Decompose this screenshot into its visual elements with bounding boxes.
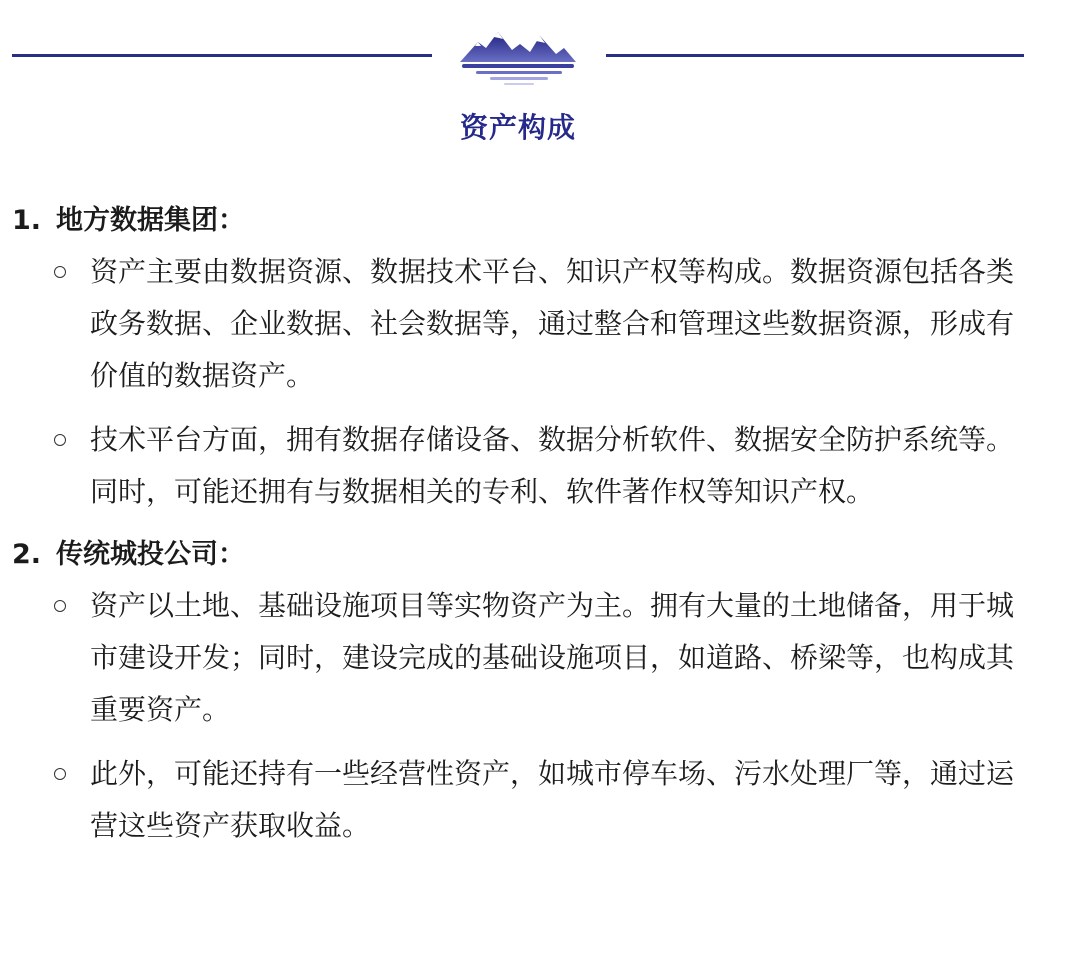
section-number: 1. <box>12 205 42 236</box>
list-item <box>0 580 1024 736</box>
mountain-icon <box>456 28 580 88</box>
list-item <box>0 748 1024 852</box>
section-title: 地方数据集团： <box>56 205 245 236</box>
bullet-circle-icon <box>54 600 66 612</box>
section-heading <box>0 530 1080 580</box>
bullet-circle-icon <box>54 266 66 278</box>
bullet-circle-icon <box>54 434 66 446</box>
section-local-data-group <box>0 196 1080 518</box>
section-title: 传统城投公司： <box>56 539 245 570</box>
bullet-text: 技术平台方面，拥有数据存储设备、数据分析软件、数据安全防护系统等。同时，可能还拥有与数据相关的专利、软件著作权等知识产权。 <box>90 423 1015 508</box>
bullet-list <box>0 246 1080 518</box>
section-heading <box>0 196 1080 246</box>
bullet-list <box>0 580 1080 852</box>
list-item <box>0 414 1024 518</box>
bullet-circle-icon <box>54 768 66 780</box>
bullet-text: 资产主要由数据资源、数据技术平台、知识产权等构成。数据资源包括各类政务数据、企业数据、社会数据等，通过整合和管理这些数据资源，形成有价值的数据资产。 <box>90 255 1015 392</box>
section-number: 2. <box>12 539 42 570</box>
content <box>0 196 1080 864</box>
header-rule-left <box>12 54 432 57</box>
header-rule-right <box>606 54 1024 57</box>
bullet-text: 资产以土地、基础设施项目等实物资产为主。拥有大量的土地储备，用于城市建设开发；同时，建设完成的基础设施项目，如道路、桥梁等，也构成其重要资产。 <box>90 589 1015 726</box>
page-title: 资产构成 <box>459 111 576 144</box>
list-item <box>0 246 1024 402</box>
section-traditional-lgfv <box>0 530 1080 852</box>
section-header <box>0 20 1080 150</box>
bullet-text: 此外，可能还持有一些经营性资产，如城市停车场、污水处理厂等，通过运营这些资产获取收益。 <box>90 757 1015 842</box>
